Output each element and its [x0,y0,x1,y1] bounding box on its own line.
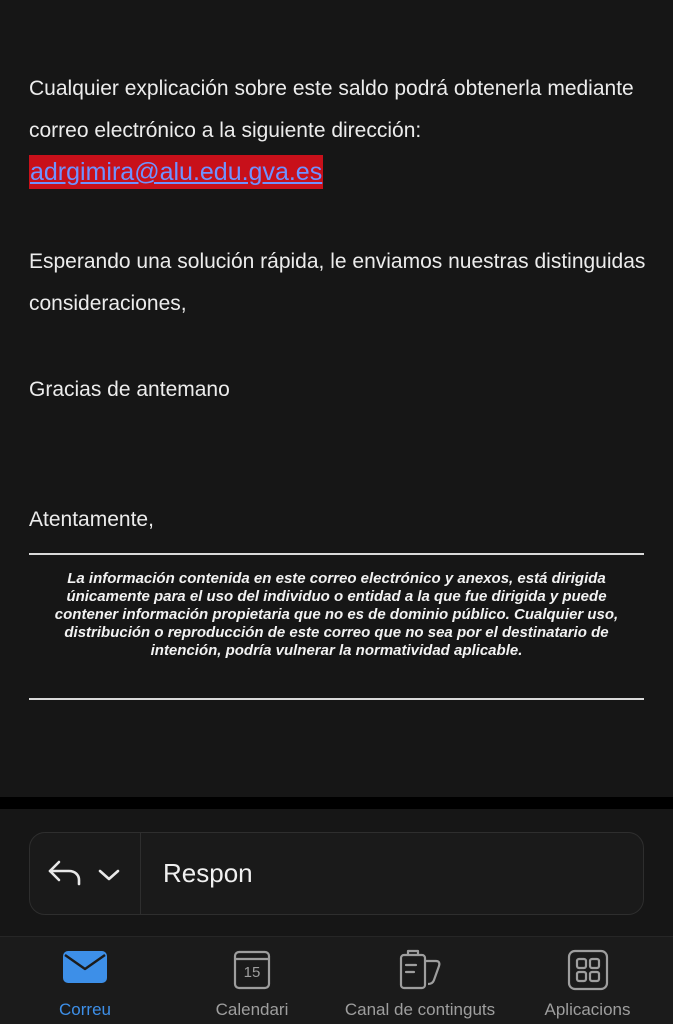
tab-apps[interactable] [520,937,655,1024]
divider [29,698,644,700]
tab-label: Calendari [215,1000,289,1019]
tab-mail[interactable] [18,937,152,1024]
calendar-day: 15 [243,964,261,981]
tab-label: Canal de continguts [344,1000,496,1019]
mail-icon [62,949,108,990]
reply-icon [47,859,83,892]
tab-label: Correu [59,1000,111,1019]
email-paragraph: Esperando una solución rápida, le enviamos nuestras distinguidas consideraciones, [29,250,646,315]
tab-calendar[interactable] [185,937,319,1024]
email-paragraph: Cualquier explicación sobre este saldo podrá obtenerla mediante correo electrónico a la siguiente dirección: [29,77,634,142]
feed-icon [397,949,443,996]
email-signoff: Atentamente, [29,508,154,531]
reply-options-button[interactable] [30,833,141,914]
email-address-link[interactable]: adrgimira@alu.edu.gva.es [29,155,323,189]
tab-feed[interactable] [330,937,510,1024]
tab-label: Aplicacions [544,1000,631,1019]
disclaimer-text: La información contenida en este correo electrónico y anexos, está dirigida únicamente para el uso del individuo o entidad a la que fue dirigida y puede contener información propietaria que no es de dominio público. Cualquier uso, distribución o reproducción de este correo que no sea por el destinatario de intención, podría vulnerar la normatividad aplicable. [54,570,619,659]
calendar-icon [233,949,271,991]
apps-icon [567,949,609,996]
chevron-down-icon [98,868,120,887]
bottom-tab-bar [0,936,673,1024]
email-paragraph: Gracias de antemano [29,378,230,401]
section-separator [0,797,673,809]
reply-input[interactable]: Respon [163,858,253,888]
divider [29,553,644,555]
reply-bar[interactable] [29,832,644,915]
reply-area [0,809,673,936]
